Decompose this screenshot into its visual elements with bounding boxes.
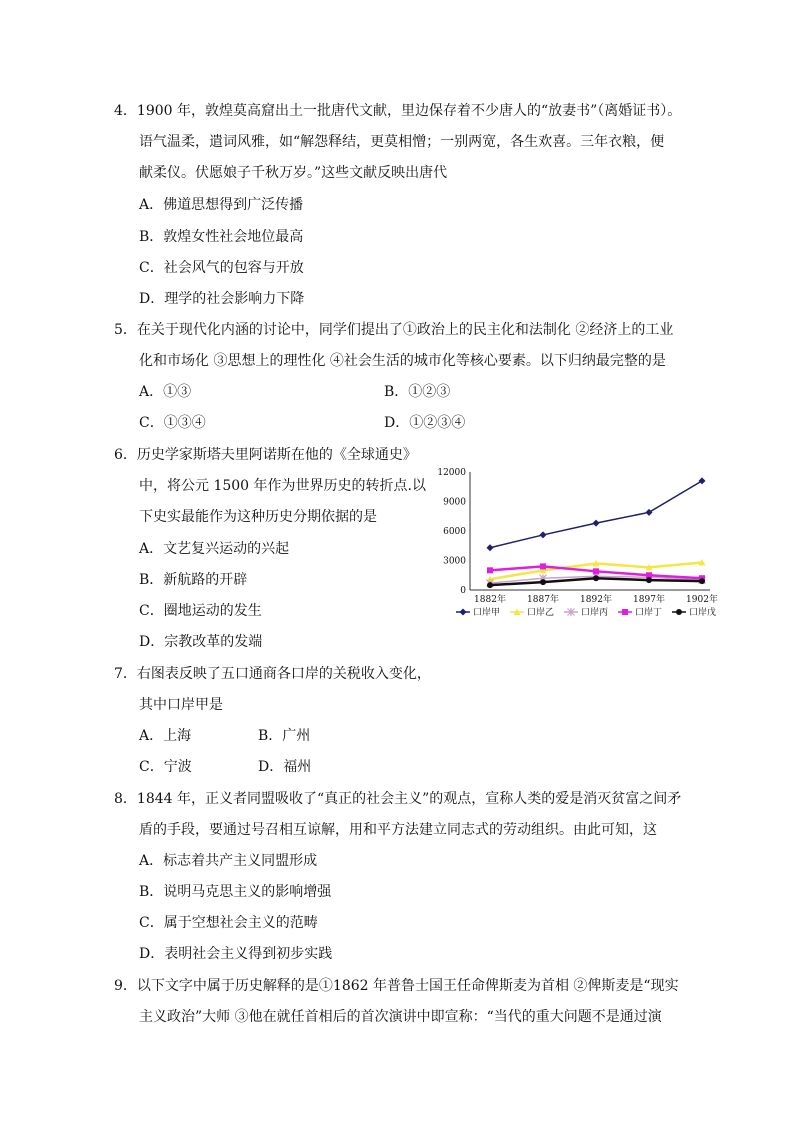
q8-option-d: D．表明社会主义得到初步实践 (139, 946, 333, 962)
q6-option-a: A．文艺复兴运动的兴起 (139, 541, 290, 557)
data-point (622, 609, 628, 615)
port-customs-revenue-chart (430, 462, 720, 624)
q4-option-d: D．理学的社会影响力下降 (139, 291, 305, 307)
data-point (699, 578, 705, 584)
data-point (540, 563, 546, 569)
q6-stem-line1: 6．历史学家斯塔夫里阿诺斯在他的《全球通史》 (114, 447, 417, 463)
y-tick-label: 9000 (443, 497, 466, 508)
data-point (646, 577, 652, 583)
q5-option-b: B．①②③ (384, 384, 451, 400)
series-line (490, 481, 702, 548)
x-tick-label: 1882年 (474, 595, 506, 605)
data-point (540, 579, 546, 585)
q7-option-a: A．上海 (139, 728, 192, 744)
q7-stem-line1: 7．右图表反映了五口通商各口岸的关税收入变化， (114, 666, 431, 682)
q5-option-a: A．①③ (139, 384, 192, 400)
data-point (593, 520, 600, 527)
q5-option-c: C．①③④ (139, 415, 206, 431)
q8-option-c: C．属于空想社会主义的范畴 (139, 915, 318, 931)
q4-stem-line3: 献柔仪。伏愿娘子千秋万岁。”这些文献反映出唐代 (139, 165, 448, 181)
q7-option-c: C．宁波 (139, 759, 192, 775)
q5-option-d: D．①②③④ (384, 415, 466, 431)
data-point (646, 509, 653, 516)
q6-option-d: D．宗教改革的发端 (139, 634, 263, 650)
q5-stem-line2: 化和市场化 ③思想上的理性化 ④社会生活的城市化等核心要素。以下归纳最完整的是 (139, 353, 666, 369)
q5-stem-line1: 5．在关于现代化内涵的讨论中，同学们提出了①政治上的民主化和法制化 ②经济上的工业 (114, 322, 674, 338)
q4-option-c: C．社会风气的包容与开放 (139, 260, 304, 276)
q6-option-c: C．圈地运动的发生 (139, 603, 262, 619)
legend-label: 口岸戊 (689, 608, 717, 618)
legend-label: 口岸乙 (527, 608, 555, 618)
q4-stem-line1: 4．1900 年，敦煌莫高窟出土一批唐代文献，里边保存着不少唐人的“放妻书”（离婚证书）。 (114, 103, 682, 119)
data-point (487, 582, 493, 588)
q8-option-b: B．说明马克思主义的影响增强 (139, 884, 332, 900)
q8-option-a: A．标志着共产主义同盟形成 (139, 853, 318, 869)
y-tick-label: 6000 (443, 527, 466, 537)
q7-option-b: B．广州 (258, 728, 311, 744)
q7-option-d: D．福州 (258, 759, 312, 775)
x-tick-label: 1887年 (527, 595, 559, 605)
data-point (460, 609, 467, 616)
legend-label: 口岸甲 (473, 608, 501, 618)
q4-option-b: B．敦煌女性社会地位最高 (139, 229, 304, 245)
y-tick-label: 3000 (443, 556, 466, 567)
legend-label: 口岸丙 (581, 608, 609, 618)
q9-stem-line1: 9．以下文字中属于历史解释的是①1862 年普鲁士国王任命俾斯麦为首相 ②俾斯麦是“现实 (114, 978, 679, 994)
x-tick-label: 1897年 (633, 595, 665, 605)
data-point (699, 477, 706, 484)
data-point (487, 544, 494, 551)
q6-stem-line3: 下史实最能作为这种历史分期依据的是 (139, 509, 377, 525)
data-point (676, 609, 682, 615)
q9-stem-line2: 主义政治”大师 ③他在就任首相后的首次演讲中即宣称：“当代的重大问题不是通过演 (139, 1009, 662, 1025)
y-tick-label: 0 (460, 586, 466, 596)
q8-stem-line1: 8．1844 年，正义者同盟吸收了“真正的社会主义”的观点，宣称人类的爱是消灭贫富之间矛 (114, 791, 682, 807)
q4-stem-line2: 语气温柔，遣词风雅，如“解怨释结，更莫相憎；一别两宽，各生欢喜。三年衣粮，便 (139, 134, 665, 150)
y-tick-label: 12000 (437, 468, 466, 478)
data-point (593, 568, 599, 574)
data-point (593, 575, 599, 581)
x-tick-label: 1902年 (686, 595, 718, 605)
q6-option-b: B．新航路的开辟 (139, 572, 248, 588)
data-point (540, 531, 547, 538)
x-tick-label: 1892年 (580, 595, 612, 605)
q7-stem-line2: 其中口岸甲是 (139, 697, 223, 713)
data-point (487, 567, 493, 573)
q4-option-a: A．佛道思想得到广泛传播 (139, 197, 304, 213)
q8-stem-line2: 盾的手段，要通过号召相互谅解，用和平方法建立同志式的劳动组织。由此可知，这 (139, 822, 657, 838)
q6-stem-line2: 中，将公元 1500 年作为世界历史的转折点.以 (139, 478, 426, 494)
legend-label: 口岸丁 (635, 608, 663, 618)
